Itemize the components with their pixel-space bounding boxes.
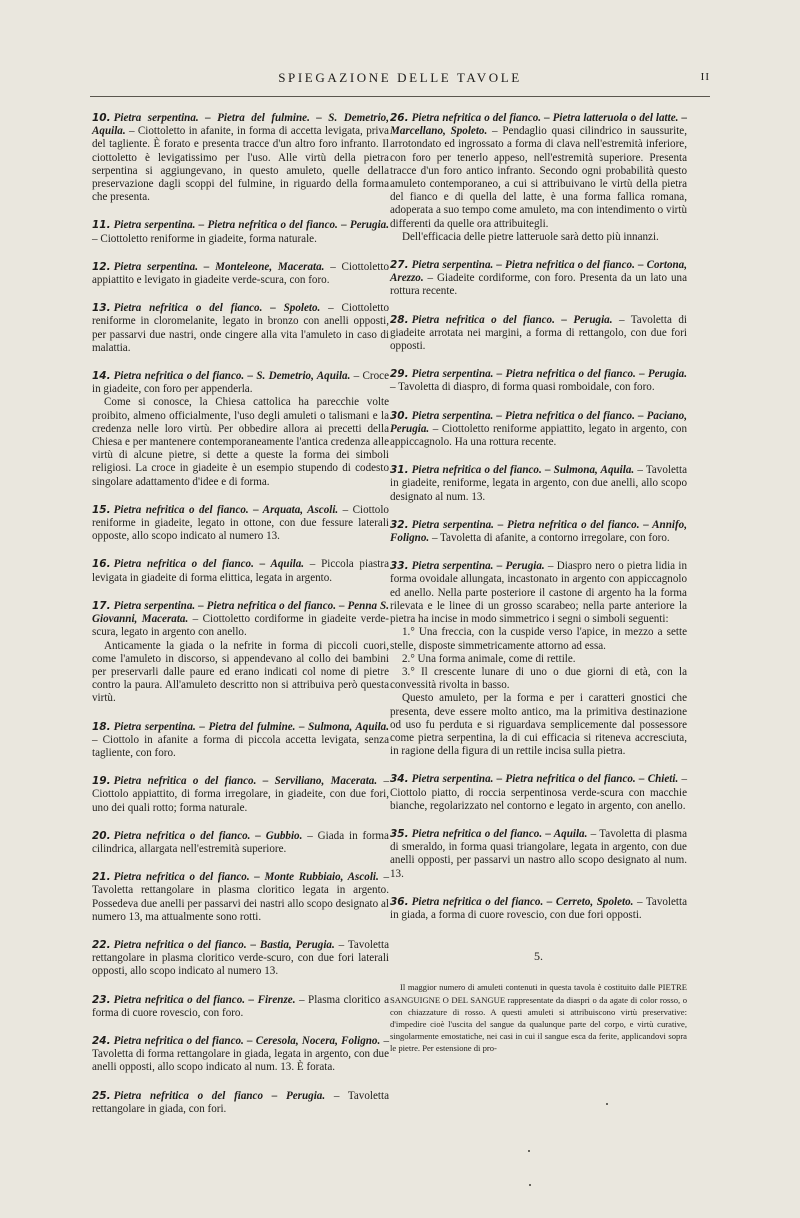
entry-text: – Giada in forma cilindrica, allargata nell'estremità superiore. — [92, 829, 389, 855]
catalog-entry — [92, 775, 389, 815]
entry-body — [390, 519, 687, 545]
entry-body — [92, 871, 389, 924]
catalog-entry — [92, 112, 389, 204]
entry-number: 11. — [92, 219, 111, 232]
entry-heading: Pietra nefritica o del fianco – Perugia. — [113, 1089, 326, 1102]
entry-body — [390, 368, 687, 394]
catalog-entry — [92, 721, 389, 761]
catalog-entry — [92, 1090, 389, 1116]
entry-heading: Pietra nefritica o del fianco. – Perugia. — [411, 313, 613, 326]
entry-number: 24. — [92, 1034, 111, 1047]
entry-text: – Tavoletta rettangolare in plasma cloritico verde-scuro, con due fori laterali opposti, allo scopo indicato al numero 13. — [92, 938, 389, 978]
entry-heading: Pietra serpentina. – Pietra nefritica o del fianco. – Paciano, Perugia. — [390, 409, 687, 435]
entry-continuation: Come si conosce, la Chiesa cattolica ha parecchie volte proibito, almeno officialmente, l'uso degli amuleti o talismani e la credenza nelle loro virtù. Per obbedire allora ai precetti della Chiesa e per mantenere contemporaneamente l'antica credenza alle virtù di alcune pietre, si dette a queste la forma dei simboli religiosi. La croce in giadeite è un esempio stupendo di codesto singolare adattamento d'idee e di forma. — [92, 396, 389, 488]
entry-body — [390, 773, 687, 813]
right-column-entries — [390, 112, 687, 922]
entry-body — [92, 370, 389, 396]
entry-number: 23. — [92, 993, 111, 1006]
entry-heading: Pietra nefritica o del fianco. – Gubbio. — [113, 829, 303, 842]
entry-body — [92, 721, 389, 761]
entry-body — [92, 600, 389, 640]
entry-list-item: 3.° Il crescente lunare di uno o due giorni di età, con la convessità rivolta in basso. — [390, 665, 687, 692]
entry-number: 29. — [390, 368, 409, 381]
entry-number: 14. — [92, 370, 111, 383]
entry-heading: Pietra nefritica o del fianco. – Ceresola, Nocera, Foligno. — [113, 1034, 381, 1047]
entry-body — [92, 558, 389, 584]
entry-text: – Ciottoletto reniforme appiattito, legato in argento, con appiccagnolo. Ha una rottura recente. — [390, 422, 687, 449]
entry-body — [92, 504, 389, 544]
entry-text: – Diaspro nero o pietra lidia in forma ovoidale allungata, incastonato in argento con appiccagnolo ed anello. Nella parte posteriore il castone di argento ha la forma rilevata e le linee di un grosso scarabeo; nella parte anteriore la pietra ha incise in modo simmetrico i segni o simboli seguenti: — [390, 560, 687, 626]
catalog-entry — [92, 994, 389, 1020]
entry-text: – Ciottoletto reniforme in giadeite, forma naturale. — [92, 232, 317, 245]
entry-number: 16. — [92, 558, 111, 571]
catalog-entry — [92, 830, 389, 856]
entry-text: – Piccola piastra levigata in giadeite di forma elittica, legata in argento. — [92, 558, 390, 584]
entry-body — [390, 410, 687, 450]
entry-continuation: Dell'efficacia delle pietre latteruole sarà detto più innanzi. — [402, 230, 659, 243]
entry-text: – Tavoletta di afanite, a contorno irregolare, con foro. — [431, 532, 670, 545]
entry-body — [92, 1090, 389, 1116]
entry-text: – Croce in giadeite, con foro per appenderla. — [92, 370, 390, 396]
entry-body — [92, 219, 389, 245]
entry-heading: Pietra nefritica o del fianco. – Spoleto. — [113, 302, 321, 315]
catalog-entry — [92, 261, 389, 287]
entry-heading: Pietra serpentina. – Monteleone, Macerata. — [113, 260, 325, 273]
catalog-entry — [390, 112, 687, 244]
catalog-entry — [390, 828, 687, 881]
entry-number: 36. — [390, 895, 409, 908]
footnote: Il maggior numero di amuleti contenuti in questa tavola è costituito dalle PIETRE SANGUIGNE O DEL SANGUE rappresentate da diaspri o da agate di color rosso, o con chiazzature di rosso. A questi amuleti si attribuiscono virtù preservative: d'impedire cioè l'uscita del sangue da qualunque parte del corpo, e virtù curative, singolarmente emostatiche, nei casi in cui il sangue esca da ferite, applicandovi sopra le pietre. Per estensione di pro- — [390, 982, 687, 1054]
entry-number: 17. — [92, 599, 111, 612]
catalog-entry — [92, 600, 389, 706]
entry-heading: Pietra nefritica o del fianco. – S. Demetrio, Aquila. — [113, 370, 351, 383]
entry-text: – Tavoletta di forma rettangolare in giada, legata in argento, con due anelli opposti, allo scopo indicato al num. 13. È forata. — [92, 1034, 389, 1074]
catalog-entry — [92, 871, 389, 924]
catalog-entry — [390, 519, 687, 545]
entry-number: 34. — [390, 773, 409, 786]
catalog-entry — [92, 1035, 389, 1075]
right-column — [390, 112, 687, 1055]
entry-number: 26. — [390, 112, 409, 124]
entry-continuation: Anticamente la giada o la nefrite in forma di piccoli cuori, come l'amuleto in discorso, si appendevano al collo dei bambini per preservarli dalle paure ed erano indicati col nome di pietre contro la paura. All'amuleto descritto non si attribuiva però questa virtù. — [92, 639, 389, 705]
entry-body — [92, 302, 389, 355]
entry-number: 22. — [92, 938, 111, 951]
entry-number: 20. — [92, 829, 111, 842]
entry-body — [390, 112, 687, 231]
entry-heading: Pietra serpentina. – Pietra del fulmine. – Sulmona, Aquila. — [113, 720, 389, 733]
entry-number: 33. — [390, 560, 409, 573]
entry-text: – Ciottoletto reniforme in cloromelanite, legato in bronzo con anelli opposti, per passarvi due nastri, onde cingere alla vita l'amuleto in caso di malattia. — [92, 302, 390, 354]
section-mark: 5. — [534, 949, 543, 964]
entry-number: 15. — [92, 503, 111, 516]
catalog-entry — [390, 560, 687, 758]
entry-list-item: 1.° Una freccia, con la cuspide verso l'apice, in mezzo a sette stelle, disposte simmetricamente attorno ad essa. — [390, 626, 687, 652]
entry-text: – Ciottoletto appiattito e levigato in giadeite verde-scura, con foro. — [92, 260, 390, 287]
entry-body — [390, 259, 687, 299]
catalog-entry — [92, 370, 389, 489]
entry-heading: Pietra nefritica o del fianco. – Pietra latteruola o del latte. – Marcellano, Spoleto. — [390, 112, 687, 138]
entry-text: – Tavoletta di giadeite arrotata nei margini, a forma di rettangolo, con due fori opposti. — [390, 313, 687, 353]
entry-number: 18. — [92, 720, 111, 733]
print-speck — [606, 1103, 608, 1105]
entry-body — [390, 828, 687, 881]
entry-heading: Pietra nefritica o del fianco. – Cerreto, Spoleto. — [411, 895, 634, 908]
entry-body — [390, 464, 687, 504]
catalog-entry — [390, 368, 687, 394]
entry-heading: Pietra nefritica o del fianco. – Serviliano, Macerata. — [113, 775, 378, 788]
entry-body — [92, 830, 389, 856]
entry-text: – Pendaglio quasi cilindrico in saussurite, arrotondato ed ingrossato a forma di clava nell'estremità inferiore, con foro per tenerlo appeso, nell'estremità superiore. Presenta tracce d'un foro antico infranto. Secondo ogni probabilità questo amuleto contemporaneo, a cui si attribuivano le virtù della pietra del fianco e di quella del latte, è una forma fallica romana, adoperata a suo tempo come amuleto, ma con intendimento o virtù differenti da quelle ora attribuitegli. — [390, 125, 687, 230]
entry-heading: Pietra serpentina. – Pietra nefritica o del fianco. – Cortona, Arezzo. — [390, 259, 687, 285]
catalog-entry — [92, 558, 389, 584]
catalog-entry — [92, 219, 389, 245]
entry-heading: Pietra nefritica o del fianco. – Bastia, Perugia. — [113, 938, 335, 951]
left-column — [92, 112, 389, 1131]
entry-heading: Pietra nefritica o del fianco. – Aquila. — [411, 827, 588, 840]
entry-body — [390, 560, 687, 626]
entry-heading: Pietra serpentina. – Pietra nefritica o del fianco. – Penna S. Giovanni, Macerata. — [92, 599, 389, 626]
entry-heading: Pietra nefritica o del fianco. – Sulmona, Aquila. — [411, 464, 635, 477]
entry-continuation: Questo amuleto, per la forma e per i caratteri gnostici che presenta, deve essere molto antico, ma la primitiva destinazione od uso fu perduta e si riguardava semplicemente dal possessore come pietra serpentina, la di cui efficacia si riteneva accresciuta, in ragione della figura di un rettile incisa sulla pietra. — [390, 692, 687, 758]
catalog-entry — [390, 464, 687, 504]
entry-text: – Ciottolo in afanite a forma di piccola accetta levigata, senza tagliente, con foro. — [92, 733, 389, 759]
entry-heading: Pietra nefritica o del fianco. – Firenze. — [113, 993, 296, 1006]
entry-text: – Tavoletta rettangolare in plasma cloritico legata in argento. Possedeva due anelli per passarvi dei nastri allo scopo designato al numero 13, ma attualmente sono rotti. — [92, 871, 389, 923]
entry-body — [390, 314, 687, 354]
entry-text: – Ciottolo appiattito, di forma irregolare, in giadeite, con due fori, uno dei quali rotto; forma naturale. — [92, 775, 389, 814]
entry-text: – Tavoletta in giadeite, reniforme, legata in argento, con due anelli, allo scopo designato al num. 13. — [390, 464, 687, 503]
header-rule — [90, 96, 710, 97]
entry-heading: Pietra serpentina. – Pietra nefritica o del fianco. – Chieti. — [411, 773, 679, 786]
catalog-entry — [390, 259, 687, 299]
entry-number: 13. — [92, 302, 111, 315]
entry-text: – Tavoletta rettangolare in giada, con fori. — [92, 1089, 389, 1115]
entry-number: 27. — [390, 259, 409, 272]
entry-body — [92, 994, 389, 1020]
catalog-entry — [390, 773, 687, 813]
entry-text: – Tavoletta di plasma di smeraldo, in forma quasi triangolare, legata in argento, con due anelli opposti, per passarvi un nastro allo scopo designato al num. 13. — [390, 827, 687, 880]
catalog-entry — [390, 314, 687, 354]
entry-number: 30. — [390, 409, 409, 422]
entry-text: – Plasma cloritico a forma di cuore rovescio, con foro. — [92, 993, 389, 1019]
entry-heading: Pietra nefritica o del fianco. – Arquata, Ascoli. — [113, 503, 339, 516]
entry-text: – Ciottoletto in afanite, in forma di accetta levigata, priva del tagliente. È forato e presenta tracce d'un altro foro infranto. Il ciottoletto è levigatissimo per l'uso. Alle virtù della pietra serpentina si aggiungevano, in questo amuleto, quelle della preservazione dagli scoppi del fulmine, in riguardo della forma che presenta. — [92, 125, 389, 204]
entry-body — [390, 896, 687, 922]
entry-text: – Giadeite cordiforme, con foro. Presenta da un lato una rottura recente. — [390, 272, 687, 298]
entry-number: 25. — [92, 1089, 111, 1102]
entry-number: 31. — [390, 464, 409, 477]
entry-heading: Pietra serpentina. – Pietra nefritica o del fianco. – Annifo, Foligno. — [390, 518, 687, 545]
entry-number: 21. — [92, 871, 111, 884]
page-number: II — [700, 71, 710, 83]
entry-text: – Tavoletta in giada, a forma di cuore rovescio, con due fori opposti. — [390, 895, 688, 921]
catalog-entry — [92, 302, 389, 355]
print-speck — [529, 1184, 531, 1186]
entry-text: – Ciottoletto cordiforme in giadeite verde-scura, legato in argento con anello. — [92, 613, 389, 639]
entry-text: – Ciottolo reniforme in giadeite, legato in ottone, con due fessure laterali opposte, allo scopo indicato al numero 13. — [92, 503, 389, 543]
entry-number: 10. — [92, 112, 111, 124]
catalog-entry — [92, 504, 389, 544]
entry-body — [92, 1035, 389, 1075]
entry-heading: Pietra serpentina. – Pietra del fulmine. – S. Demetrio, Aquila. — [92, 112, 389, 138]
catalog-entry — [92, 939, 389, 979]
entry-number: 12. — [92, 260, 111, 273]
entry-number: 28. — [390, 313, 409, 326]
entry-body — [92, 939, 389, 979]
entry-number: 32. — [390, 518, 409, 531]
entry-body — [92, 112, 389, 204]
catalog-entry — [390, 410, 687, 450]
print-speck — [528, 1150, 530, 1152]
entry-body — [92, 261, 389, 287]
entry-text: – Tavoletta di diaspro, di forma quasi romboidale, con foro. — [390, 381, 655, 394]
entry-heading: Pietra serpentina. – Pietra nefritica o del fianco. – Perugia. — [113, 219, 389, 232]
page-header — [90, 70, 710, 94]
catalog-entry — [390, 896, 687, 922]
entry-list-item: 2.° Una forma animale, come di rettile. — [402, 652, 576, 665]
entry-number: 19. — [92, 775, 111, 788]
entry-heading: Pietra serpentina. – Pietra nefritica o del fianco. – Perugia. — [411, 368, 687, 381]
entry-number: 35. — [390, 827, 409, 840]
entry-heading: Pietra nefritica o del fianco. – Monte Rubbiaio, Ascoli. — [113, 871, 379, 884]
entry-body — [92, 775, 389, 815]
running-title: SPIEGAZIONE DELLE TAVOLE — [278, 70, 522, 85]
entry-heading: Pietra nefritica o del fianco. – Aquila. — [113, 558, 305, 571]
entry-text: – Ciottolo piatto, di roccia serpentinosa verde-scura con macchie bianche, regolarizzato nel contorno e legato in argento, con anello. — [390, 773, 687, 812]
entry-heading: Pietra serpentina. – Perugia. — [411, 560, 545, 573]
